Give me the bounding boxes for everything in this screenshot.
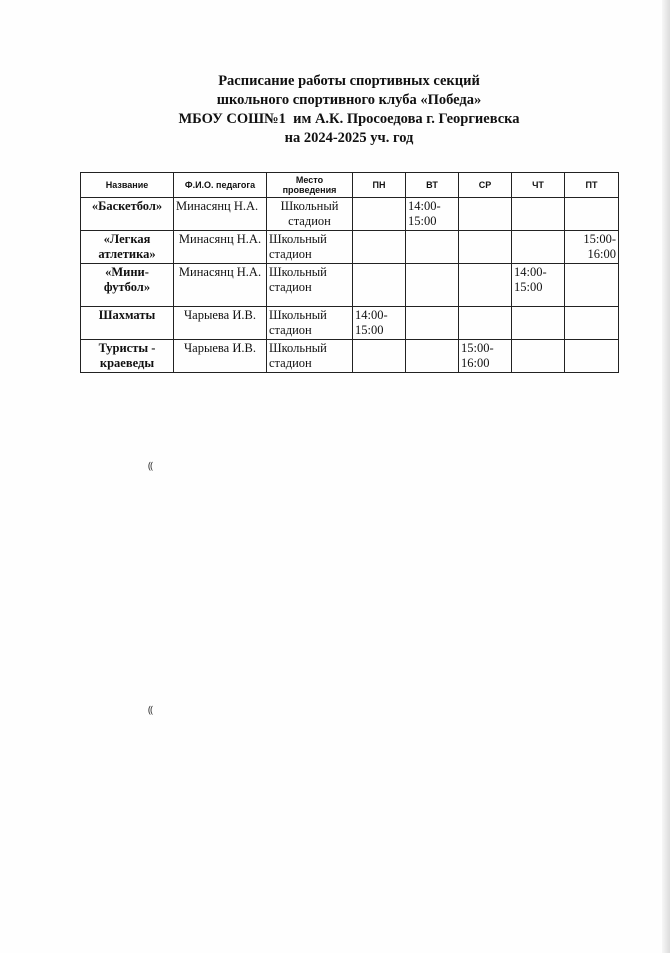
teacher-name: Чарыева И.В.: [174, 307, 267, 340]
slot-fri: [565, 340, 619, 373]
header-wed: СР: [459, 173, 512, 198]
table-row: [81, 340, 619, 373]
scan-artifact-mark: ⸨: [148, 461, 154, 472]
section-name: «Легкая атлетика»: [81, 231, 174, 264]
schedule-table: [80, 172, 619, 373]
slot-mon: [353, 340, 406, 373]
slot-tue: [406, 264, 459, 307]
slot-fri: [565, 307, 619, 340]
slot-tue: 14:00-15:00: [406, 198, 459, 231]
header-thu: ЧТ: [512, 173, 565, 198]
slot-thu: [512, 340, 565, 373]
slot-wed: [459, 264, 512, 307]
scan-artifact-mark: ⸨: [148, 705, 154, 716]
section-name: «Мини-футбол»: [81, 264, 174, 307]
place-name: Школьный стадион: [267, 231, 353, 264]
slot-wed: 15:00-16:00: [459, 340, 512, 373]
header-tue: ВТ: [406, 173, 459, 198]
slot-thu: [512, 198, 565, 231]
slot-thu: 14:00-15:00: [512, 264, 565, 307]
section-name: Туристы - краеведы: [81, 340, 174, 373]
slot-mon: [353, 198, 406, 231]
header-fri: ПТ: [565, 173, 619, 198]
title-line-3: МБОУ СОШ№1 им А.К. Просоедова г. Георгиевска: [178, 111, 520, 127]
section-name: «Баскетбол»: [81, 198, 174, 231]
header-mon: ПН: [353, 173, 406, 198]
place-name: Школьный стадион: [267, 340, 353, 373]
place-name: Школьный стадион: [267, 198, 353, 231]
teacher-name: Минасянц Н.А.: [174, 264, 267, 307]
slot-tue: [406, 307, 459, 340]
header-teacher: Ф.И.О. педагога: [174, 173, 267, 198]
table-row: [81, 198, 619, 231]
slot-mon: 14:00-15:00: [353, 307, 406, 340]
place-name: Школьный стадион: [267, 307, 353, 340]
document-title: [0, 72, 670, 148]
teacher-name: Минасянц Н.А.: [174, 231, 267, 264]
teacher-name: Чарыева И.В.: [174, 340, 267, 373]
slot-fri: [565, 198, 619, 231]
table-row: [81, 307, 619, 340]
slot-tue: [406, 340, 459, 373]
title-line-1: Расписание работы спортивных секций: [218, 73, 480, 89]
slot-thu: [512, 307, 565, 340]
teacher-name: Минасянц Н.А.: [174, 198, 267, 231]
table-row: [81, 231, 619, 264]
title-line-2: школьного спортивного клуба «Победа»: [216, 92, 482, 108]
slot-fri: 15:00-16:00: [565, 231, 619, 264]
slot-mon: [353, 231, 406, 264]
slot-wed: [459, 307, 512, 340]
slot-wed: [459, 231, 512, 264]
header-place: Место проведения: [267, 173, 353, 198]
title-line-4: на 2024-2025 уч. год: [284, 130, 414, 146]
table-header-row: [81, 173, 619, 198]
slot-mon: [353, 264, 406, 307]
place-name: Школьный стадион: [267, 264, 353, 307]
slot-fri: [565, 264, 619, 307]
section-name: Шахматы: [81, 307, 174, 340]
header-name: Название: [81, 173, 174, 198]
table-row: [81, 264, 619, 307]
slot-thu: [512, 231, 565, 264]
slot-wed: [459, 198, 512, 231]
slot-tue: [406, 231, 459, 264]
